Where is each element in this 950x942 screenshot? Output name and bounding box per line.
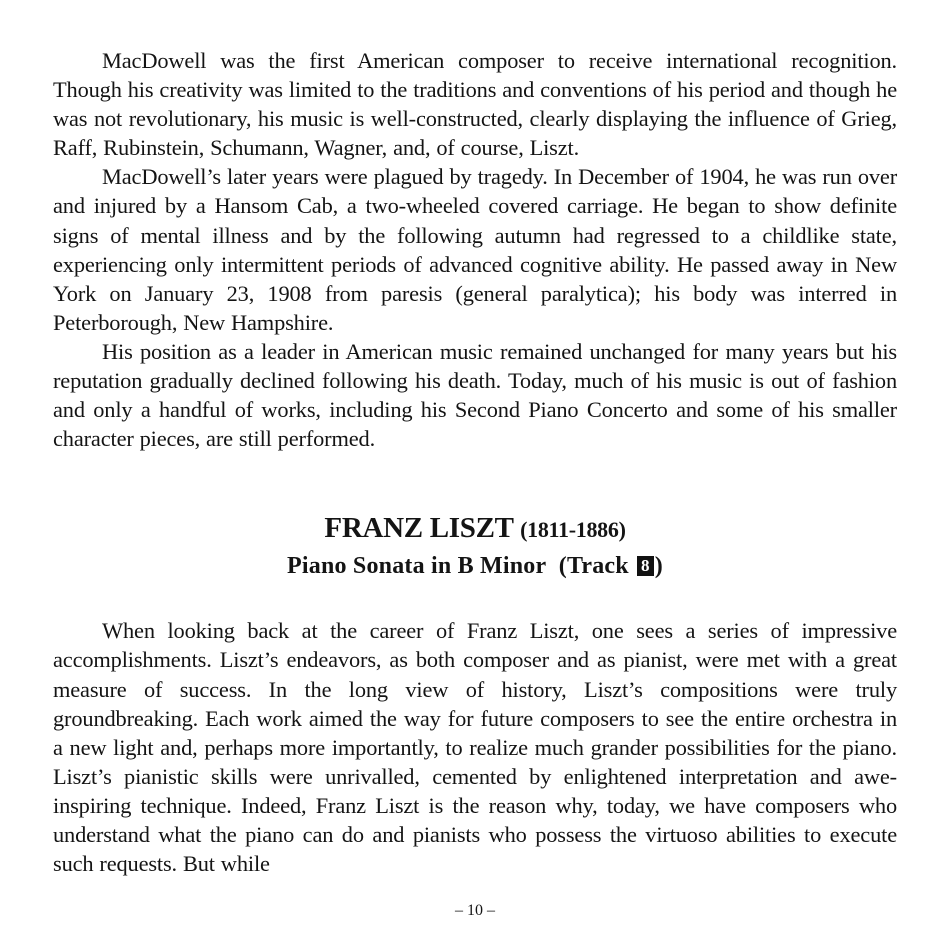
page-number: – 10 –	[455, 902, 495, 919]
section-heading	[53, 510, 897, 584]
composer-name: FRANZ LISZT	[324, 512, 514, 545]
composer-heading	[53, 510, 897, 548]
work-heading	[53, 548, 897, 584]
track-prefix: (Track	[558, 553, 629, 580]
body-paragraph: When looking back at the career of Franz Liszt, one sees a series of impressive accomplishments. Liszt’s endeavors, as both composer and as pianist, were met with a great measure of success. In the long view of history, Liszt’s compositions were truly groundbreaking. Each work aimed the way for future composers to see the entire orchestra in a new light and, perhaps more importantly, to realize much grander possibilities for the piano. Liszt’s pianistic skills were unrivalled, cemented by enlightened interpretation and awe-inspiring technique. Indeed, Franz Liszt is the reason why, today, we have composers who understand what the piano can do and pianists who possess the virtuoso abilities to execute such requests. But while	[53, 618, 897, 877]
work-title: Piano Sonata in B Minor	[287, 553, 547, 580]
liszt-section	[53, 616, 897, 878]
macdowell-section	[53, 46, 897, 453]
body-paragraph: MacDowell’s later years were plagued by tragedy. In December of 1904, he was run over and injured by a Hansom Cab, a two-wheeled covered carriage. He began to show definite signs of mental illness and by the following autumn had regressed to a childlike state, experiencing only intermittent periods of advanced cognitive ability. He passed away in New York on January 23, 1908 from paresis (general paralytica); his body was interred in Peterborough, New Hampshire.	[53, 164, 897, 335]
body-paragraph: His position as a leader in American music remained unchanged for many years but his reputation gradually declined following his death. Today, much of his music is out of fashion and only a handful of works, including his Second Piano Concerto and some of his smaller character pieces, are still performed.	[53, 338, 897, 452]
composer-dates: (1811-1886)	[520, 517, 626, 543]
track-number-badge: 8	[637, 556, 654, 576]
track-suffix: )	[654, 553, 663, 580]
body-paragraph: MacDowell was the first American composer to receive international recognition. Though his creativity was limited to the traditions and conventions of his period and though he was not revolutionary, his music is well-constructed, clearly displaying the influence of Grieg, Raff, Rubinstein, Schumann, Wagner, and, of course, Liszt.	[53, 48, 897, 161]
page-content	[53, 46, 897, 878]
